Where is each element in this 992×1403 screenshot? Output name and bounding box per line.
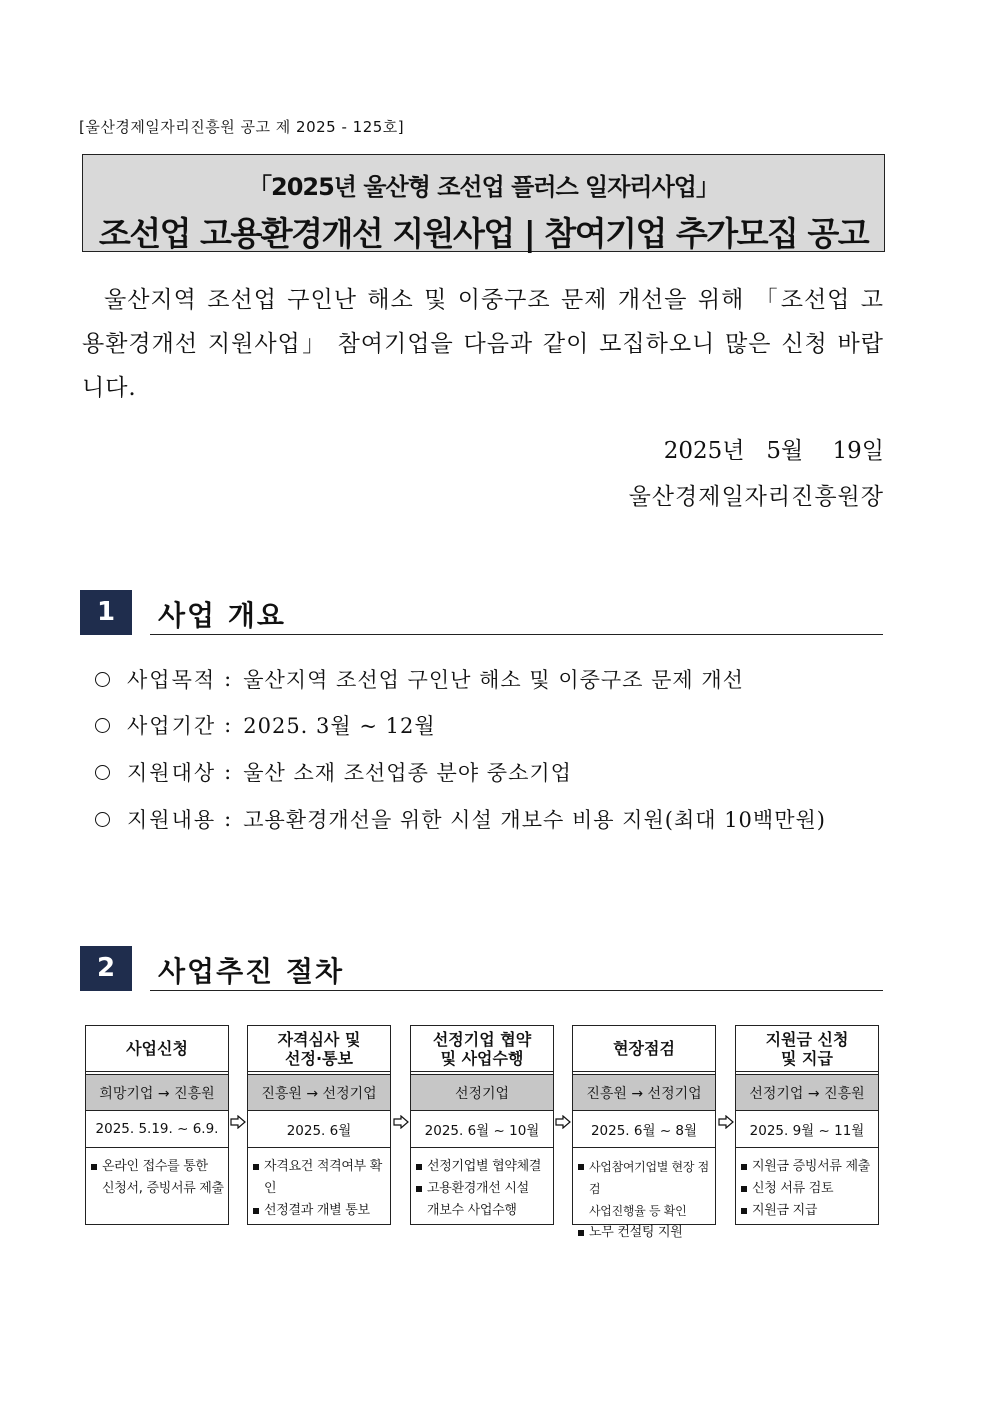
right-arrow-icon <box>555 1115 571 1129</box>
item-label: 사업목적 <box>127 668 217 692</box>
circle-bullet-icon <box>95 765 110 780</box>
step-tasks <box>248 1148 390 1222</box>
title-line2: 조선업 고용환경개선 지원사업 | 참여기업 추가모집 공고 <box>98 214 869 253</box>
square-bullet-icon <box>741 1164 747 1170</box>
step-title: 사업신청 <box>86 1026 228 1072</box>
step-title: 현장점검 <box>573 1026 715 1072</box>
process-step-agreement <box>410 1025 554 1225</box>
process-step-application <box>85 1025 229 1225</box>
process-step-payment <box>735 1025 879 1225</box>
right-arrow-icon <box>393 1115 409 1129</box>
circle-bullet-icon <box>95 672 110 687</box>
item-separator: : <box>224 760 232 784</box>
step-title: 선정기업 협약 및 사업수행 <box>411 1026 553 1072</box>
circle-bullet-icon <box>95 718 110 733</box>
process-step-inspection <box>572 1025 716 1240</box>
square-bullet-icon <box>416 1186 422 1192</box>
item-separator: : <box>224 807 232 831</box>
step-task: 선정결과 개별 통보 <box>251 1200 388 1222</box>
section2-number: 2 <box>80 946 132 991</box>
title-line1: 「2025년 울산형 조선업 플러스 일자리사업」 <box>248 173 719 201</box>
overview-item <box>95 664 744 694</box>
right-arrow-icon <box>718 1115 734 1129</box>
square-bullet-icon <box>91 1164 97 1170</box>
step-tasks <box>736 1148 878 1222</box>
item-value: 울산 소재 조선업종 분야 중소기업 <box>243 761 572 785</box>
step-tasks <box>411 1148 553 1222</box>
right-arrow-icon <box>230 1115 246 1129</box>
step-task: 지원금 지급 <box>739 1200 876 1222</box>
square-bullet-icon <box>253 1164 259 1170</box>
item-value: 2025. 3월 ~ 12월 <box>243 714 436 738</box>
step-task: 고용환경개선 시설 개보수 사업수행 <box>414 1178 551 1222</box>
square-bullet-icon <box>578 1164 584 1170</box>
item-value: 울산지역 조선업 구인난 해소 및 이중구조 문제 개선 <box>243 668 744 692</box>
overview-item <box>95 757 572 787</box>
step-period: 2025. 6월 ~ 10월 <box>411 1111 553 1148</box>
step-actors: 선정기업 → 진흥원 <box>736 1074 878 1111</box>
process-step-screening <box>247 1025 391 1225</box>
title-box <box>82 154 885 252</box>
announcement-date: 2025년 5월 19일 <box>663 438 884 464</box>
step-actors: 진흥원 → 선정기업 <box>248 1074 390 1111</box>
circle-bullet-icon <box>95 812 110 827</box>
step-tasks <box>573 1148 715 1244</box>
step-title: 자격심사 및 선정·통보 <box>248 1026 390 1072</box>
item-label: 지원대상 <box>127 761 217 785</box>
overview-item <box>95 804 826 834</box>
section1-title: 사업 개요 <box>158 599 286 632</box>
sender: 울산경제일자리진흥원장 <box>628 484 884 510</box>
item-label: 사업기간 <box>127 714 217 738</box>
step-task: 지원금 증빙서류 제출 <box>739 1156 876 1178</box>
step-actors: 선정기업 <box>411 1074 553 1111</box>
square-bullet-icon <box>578 1230 584 1236</box>
notice-number: [울산경제일자리진흥원 공고 제 2025 - 125호] <box>79 118 405 136</box>
step-task: 신청 서류 검토 <box>739 1178 876 1200</box>
item-separator: : <box>224 713 232 737</box>
square-bullet-icon <box>741 1186 747 1192</box>
intro-paragraph: 울산지역 조선업 구인난 해소 및 이중구조 문제 개선을 위해 「조선업 고용환경개선 지원사업」 참여기업을 다음과 같이 모집하오니 많은 신청 바랍니다. <box>82 287 884 401</box>
step-task: 선정기업별 협약체결 <box>414 1156 551 1178</box>
step-task: 온라인 접수를 통한 신청서, 증빙서류 제출 <box>89 1156 226 1200</box>
step-actors: 진흥원 → 선정기업 <box>573 1074 715 1111</box>
step-period: 2025. 6월 <box>248 1111 390 1148</box>
square-bullet-icon <box>741 1208 747 1214</box>
section2-title: 사업추진 절차 <box>158 955 345 988</box>
step-title: 지원금 신청 및 지급 <box>736 1026 878 1072</box>
section1-number: 1 <box>80 590 132 635</box>
square-bullet-icon <box>253 1208 259 1214</box>
step-task: 자격요건 적격여부 확인 <box>251 1156 388 1200</box>
section1-rule <box>150 634 883 635</box>
overview-item <box>95 710 436 740</box>
step-period: 2025. 6월 ~ 8월 <box>573 1111 715 1148</box>
item-value: 고용환경개선을 위한 시설 개보수 비용 지원(최대 10백만원) <box>243 808 826 832</box>
step-task: 사업참여기업별 현장 점검 사업진행율 등 확인 <box>576 1156 713 1222</box>
step-period: 2025. 5.19. ~ 6.9. <box>86 1111 228 1148</box>
square-bullet-icon <box>416 1164 422 1170</box>
step-actors: 희망기업 → 진흥원 <box>86 1074 228 1111</box>
item-separator: : <box>224 667 232 691</box>
section2-rule <box>150 990 883 991</box>
step-task: 노무 컨설팅 지원 <box>576 1222 713 1244</box>
item-label: 지원내용 <box>127 808 217 832</box>
step-period: 2025. 9월 ~ 11월 <box>736 1111 878 1148</box>
step-tasks <box>86 1148 228 1200</box>
